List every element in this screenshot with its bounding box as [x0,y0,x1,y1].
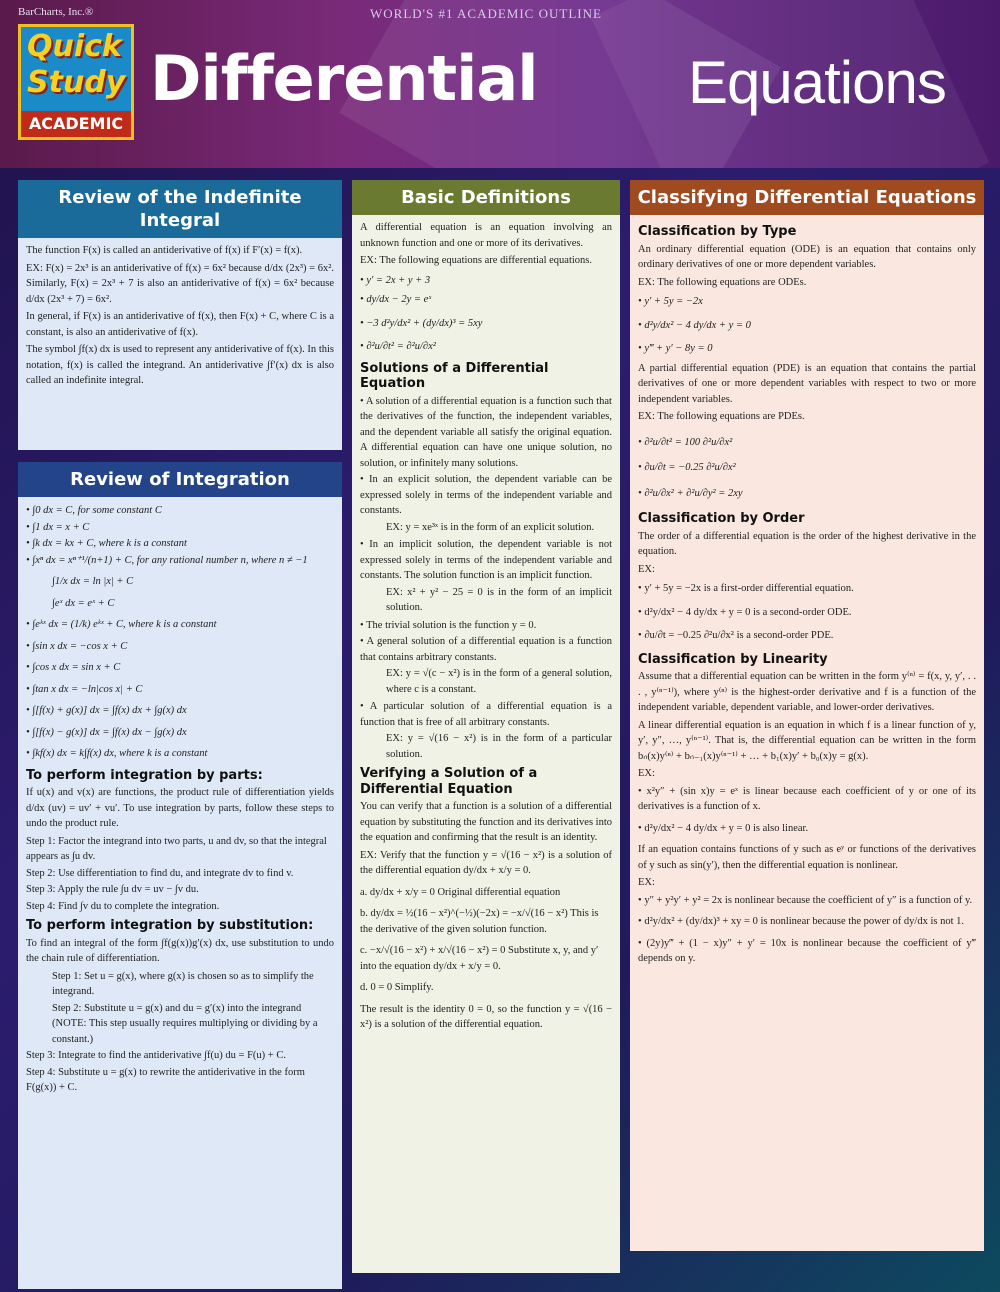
example-label: EX: [638,563,655,575]
bullet: • A solution of a differential equation is a function such that the derivatives of the function, the independent variables, and the dependent variable all satisfy the original equation. A differential equation can have one unique solution, no solution, or infinitely many solutions. [360,394,612,472]
formula: • ∫sin x dx = −cos x + C [26,639,334,655]
step: b. dy/dx = ½(16 − x²)^(−½)(−2x) = −x/√(16 − x²) This is the derivative of the given solution function. [360,908,599,935]
formula: ∫1/x dx = ln |x| + C [52,576,134,587]
bullet: • d²y/dx² − 4 dy/dx + y = 0 is also linear. [638,821,976,837]
paragraph: EX: Verify that the function y = √(16 − x²) is a solution of the differential equation dy/dx + x/y = 0. [360,849,612,876]
subheading: To perform integration by substitution: [26,918,314,933]
paragraph: Assume that a differential equation can be written in the form y⁽ⁿ⁾ = f(x, y, y′, . . . , y⁽ⁿ⁻¹⁾), where y⁽ⁿ⁾ is the highest-order derivative and f is a function of the independent variable, dependent variable, and lower-order derivatives. [638,671,976,713]
bullet: • x²y″ + (sin x)y = eˣ is linear because each coefficient of y or one of its derivatives is a function of x. [638,784,976,815]
subheading: Classification by Type [638,224,797,239]
bullet: • d²y/dx² − 4 dy/dx + y = 0 is a second-order ODE. [638,605,976,621]
paragraph: In general, if F(x) is an antiderivative of f(x), then F(x) + C, where C is a constant, is also an antiderivative of f(x). [26,311,334,338]
integration-panel [18,462,342,1289]
step: Step 3: Integrate to find the antiderivative ∫f(u) du = F(u) + C. [26,1050,286,1061]
formula: • ∫cos x dx = sin x + C [26,660,334,676]
step: Step 3: Apply the rule ∫u dv = uv − ∫v du. [26,884,199,895]
logo-line3: ACADEMIC [21,111,131,137]
subheading: Verifying a Solution of a Differential Equation [360,766,538,797]
logo-line2: Study [27,65,126,100]
column-right [630,180,984,1251]
subheading: Classification by Linearity [638,651,828,667]
bullet: • A general solution of a differential equation is a function that contains arbitrary constants. [360,634,612,665]
formula: • ∫xⁿ dx = xⁿ⁺¹/(n+1) + C, for any rational number n, where n ≠ −1 [26,553,334,569]
bullet: • A particular solution of a differential equation is a function that is free of all arbitrary constants. [360,699,612,730]
bullet: • d²y/dx² + (dy/dx)³ + xy = 0 is nonlinear because the power of dy/dx is not 1. [638,914,976,930]
title-light: Equations [688,49,946,116]
header-banner [0,0,1000,168]
panel-title: Review of the Indefinite Integral [18,180,342,238]
paragraph: EX: F(x) = 2x³ is an antiderivative of f(x) = 6x² because d/dx (2x³) = 6x². Similarly, F(x) = 2x³ + 7 is also an antiderivative of f(x) = 6x² because d/dx (2x³ + 7) = 6x². [26,262,334,305]
paragraph: The result is the identity 0 = 0, so the function y = √(16 − x²) is a solution of the differential equation. [360,1003,612,1030]
paragraph: A differential equation is an equation involving an unknown function and one or more of its derivatives. [360,222,612,249]
step: c. −x/√(16 − x²) + x/√(16 − x²) = 0 Substitute x, y, and y′ into the equation dy/dx + x/y = 0. [360,945,599,972]
equation: • ∂u/∂t = −0.25 ∂²u/∂x² [638,460,976,476]
example: EX: y = xe³ˣ is in the form of an explicit solution. [386,521,595,533]
paragraph: EX: The following equations are differential equations. [360,255,593,266]
bullet: • The trivial solution is the function y = 0. [360,618,612,634]
formula: ∫eˣ dx = eˣ + C [52,597,115,609]
example: EX: y = √(16 − x²) is in the form of a particular solution. [386,733,612,760]
paragraph: EX: The following equations are ODEs. [638,276,807,288]
example: EX: y = √(c − x²) is in the form of a general solution, where c is a constant. [386,668,612,695]
formula: • ∫1 dx = x + C [26,520,334,536]
panel-body [18,238,342,450]
example: EX: x² + y² − 25 = 0 is in the form of an implicit solution. [386,586,612,613]
publisher-name: BarCharts, Inc.® [18,6,94,18]
logo-line1: Quick [27,29,122,64]
equation: • ∂²u/∂t² = ∂²u/∂x² [360,339,612,355]
formula: • ∫eᵏˣ dx = (1/k) eᵏˣ + C, where k is a constant [26,617,334,633]
equation: • d²y/dx² − 4 dy/dx + y = 0 [638,318,976,334]
bullet: • In an explicit solution, the dependent variable can be expressed solely in terms of the independent variable and constants. [360,472,612,519]
equation: • y′ = 2x + y + 3 [360,273,612,289]
bullet: • In an implicit solution, the dependent variable is not expressed solely in terms of the independent variable and constants. The solution function is an implicit function. [360,537,612,584]
bullet: • (2y)y‴ + (1 − x)y″ + y′ = 10x is nonlinear because the coefficient of y‴ depends on y. [638,936,976,967]
bullet: • ∂u/∂t = −0.25 ∂²u/∂x² is a second-order PDE. [638,628,976,644]
equation: • dy/dx − 2y = eˣ [360,292,612,308]
panel-body [352,215,620,1273]
step: Step 2: Substitute u = g(x) and du = g′(x) into the integrand (NOTE: This step usually requires multiplying or dividing by a constant.) [52,1002,318,1045]
step: Step 4: Find ∫v du to complete the integration. [26,900,220,912]
subheading: Solutions of a Differential Equation [360,360,549,391]
panel-title: Classifying Differential Equations [630,180,984,215]
example-label: EX: [638,768,655,779]
subheading: To perform integration by parts: [26,767,263,783]
bullet: • y′ + 5y = −2x is a first-order differential equation. [638,581,976,597]
paragraph: An ordinary differential equation (ODE) is an equation that contains only ordinary derivatives of one or more dependent variables. [638,243,976,270]
paragraph: The function F(x) is called an antiderivative of f(x) if F′(x) = f(x). [26,245,303,256]
paragraph: To find an integral of the form ∫f(g(x))g′(x) dx, use substitution to undo the chain rule of differentiation. [26,937,334,964]
equation: • y′ + 5y = −2x [638,294,976,310]
formula: • ∫k dx = kx + C, where k is a constant [26,536,334,552]
paragraph: If an equation contains functions of y such as eʸ or functions of the derivatives of y such as sin(y′), then the differential equation is nonlinear. [638,844,976,871]
step: Step 4: Substitute u = g(x) to rewrite the antiderivative in the form F(g(x)) + C. [26,1066,305,1093]
formula: • ∫kf(x) dx = k∫f(x) dx, where k is a constant [26,746,334,762]
bullet: • y″ + y²y′ + y² = 2x is nonlinear because the coefficient of y″ is a function of y. [638,893,976,909]
paragraph: The order of a differential equation is the order of the highest derivative in the equation. [638,530,976,557]
step: Step 1: Set u = g(x), where g(x) is chosen so as to simplify the integrand. [52,970,314,997]
paragraph: The symbol ∫f(x) dx is used to represent any antiderivative of f(x). In this notation, f(x) is called the integrand. An antiderivative ∫f′(x) dx is also called an indefinite integral. [26,344,334,386]
title-bold: Differential [150,42,538,115]
formula: • ∫[f(x) − g(x)] dx = ∫f(x) dx − ∫g(x) dx [26,725,334,741]
column-middle [352,180,620,1273]
equation: • ∂²u/∂x² + ∂²u/∂y² = 2xy [638,486,976,502]
panel-title: Basic Definitions [352,180,620,215]
column-left [18,180,342,1289]
subheading: Classification by Order [638,511,805,526]
paragraph: If u(x) and v(x) are functions, the product rule of differentiation yields d/dx (uv) = uv′ + vu′. To use integration by parts, follow these steps to undo the product rule. [26,787,334,829]
paragraph: You can verify that a function is a solution of a differential equation by substituting the function and its derivatives into the equation and confirming that the result is an identity. [360,801,612,843]
tagline: WORLD'S #1 ACADEMIC OUTLINE [370,6,602,21]
step: Step 2: Use differentiation to find du, and integrate dv to find v. [26,867,294,879]
equation: • ∂²u/∂t² = 100 ∂²u/∂x² [638,435,976,451]
paragraph: EX: The following equations are PDEs. [638,411,805,422]
paragraph: A linear differential equation is an equation in which f is a linear function of y, y′, y″, …, y⁽ⁿ⁻¹⁾. That is, the differential equation can be written in the form bₙ(x)y⁽ⁿ⁾ + bₙ₋₁(x)y⁽ⁿ⁻¹⁾ + … + b₁(x)y′ + b₀(x)y = g(x). [638,719,976,762]
panel-body [630,215,984,1251]
formula: • ∫tan x dx = −ln|cos x| + C [26,682,334,698]
panel-body [18,497,342,1289]
formula: • ∫0 dx = C, for some constant C [26,503,334,519]
formula: • ∫[f(x) + g(x)] dx = ∫f(x) dx + ∫g(x) dx [26,703,334,719]
step: Step 1: Factor the integrand into two parts, u and dv, so that the integral appears as ∫u dv. [26,835,327,862]
equation: • y‴ + y′ − 8y = 0 [638,341,976,357]
quickstudy-logo [18,24,134,140]
example-label: EX: [638,877,655,888]
step: d. 0 = 0 Simplify. [360,982,434,993]
step: a. dy/dx + x/y = 0 Original differential equation [360,886,561,898]
paragraph: A partial differential equation (PDE) is an equation that contains the partial derivatives of one or more dependent variables with respect to two or more independent variables. [638,362,976,405]
panel-title: Review of Integration [18,462,342,497]
indefinite-integral-panel [18,180,342,450]
equation: • −3 d²y/dx² + (dy/dx)³ = 5xy [360,316,612,332]
